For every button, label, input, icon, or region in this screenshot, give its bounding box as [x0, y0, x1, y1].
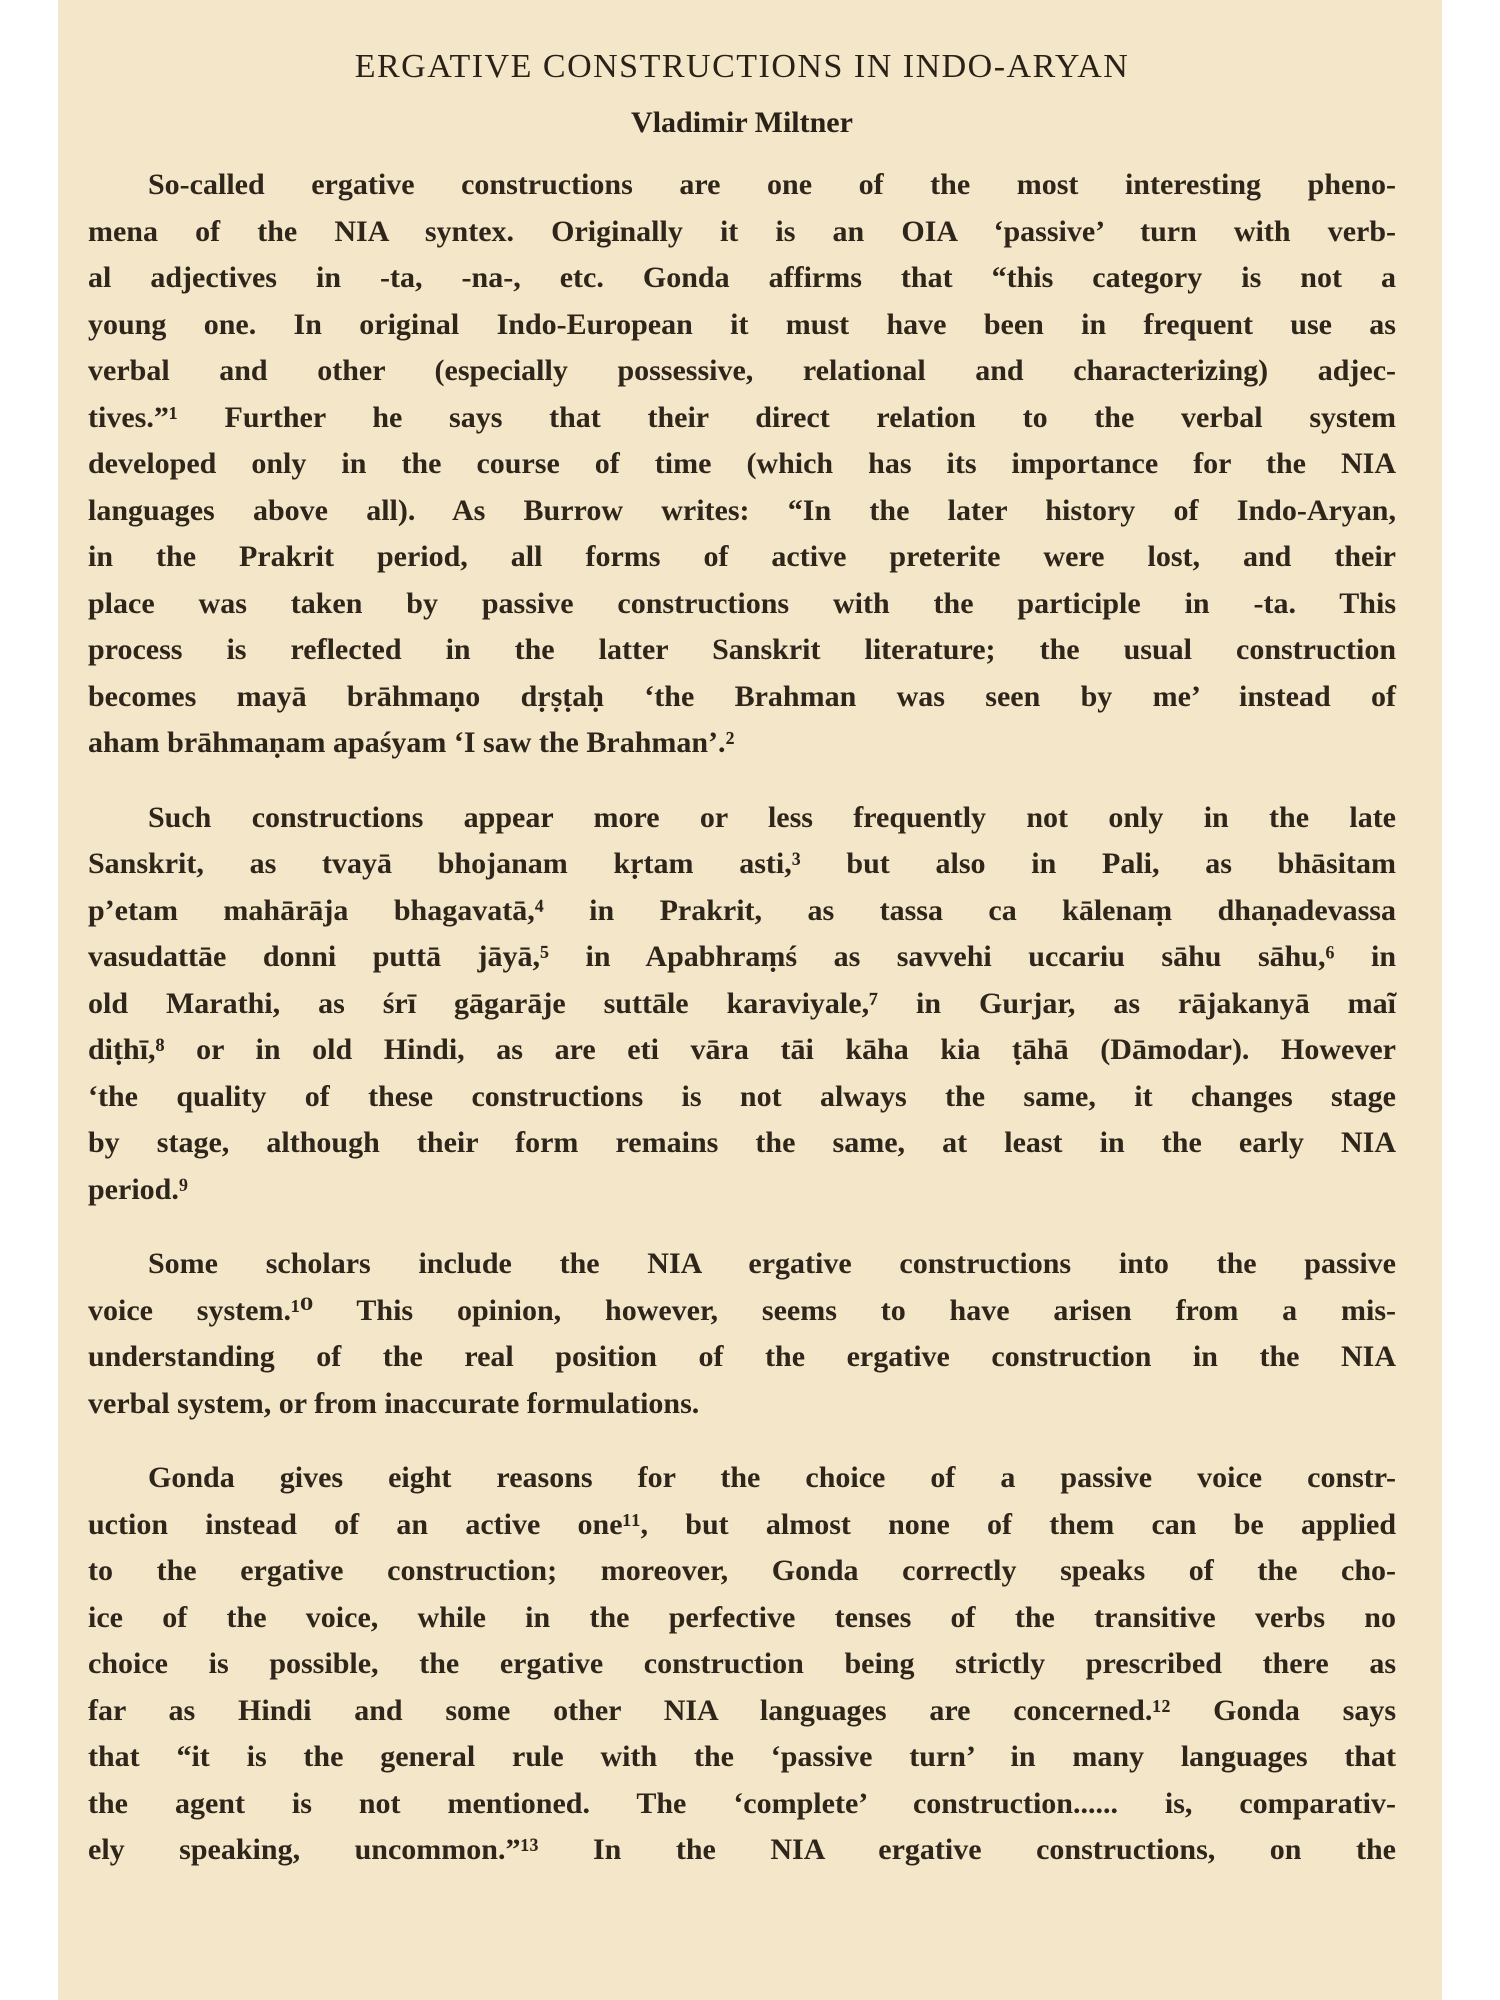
text-line: the agent is not mentioned. The ‘complete’ construction...... is, comparativ- [88, 1786, 1396, 1820]
text-line: verbal system, or from inaccurate formulations. [88, 1386, 700, 1420]
paragraph-2 [88, 795, 1396, 1214]
text-line: al adjectives in -ta, -na-, etc. Gonda affirms that “this category is not a [88, 261, 1396, 294]
text-line: young one. In original Indo-European it must have been in frequent use as [88, 307, 1396, 341]
text-line: becomes mayā brāhmaṇo dṛṣṭaḥ ‘the Brahman was seen by me’ instead of [88, 679, 1396, 713]
text-line: languages above all). As Burrow writes: “In the later history of Indo-Aryan, [88, 493, 1396, 527]
paragraph-3 [88, 1241, 1396, 1427]
article-title: ERGATIVE CONSTRUCTIONS IN INDO-ARYAN [354, 48, 1130, 85]
text-line: voice system.¹⁰ This opinion, however, seems to have arisen from a mis- [88, 1293, 1396, 1327]
text-line: Gonda gives eight reasons for the choice of a passive voice constr- [148, 1461, 1396, 1494]
text-line: verbal and other (especially possessive, relational and characterizing) adjec- [88, 354, 1396, 387]
text-line: diṭhī,⁸ or in old Hindi, as are eti vāra tāi kāha kia ṭāhā (Dāmodar). However [88, 1033, 1396, 1066]
text-line: period.⁹ [88, 1172, 188, 1206]
text-line: ice of the voice, while in the perfective tenses of the transitive verbs no [88, 1600, 1396, 1634]
text-line: uction instead of an active one¹¹, but almost none of them can be applied [88, 1507, 1396, 1541]
text-line: understanding of the real position of the ergative construction in the NIA [88, 1340, 1396, 1373]
text-line: p’etam mahārāja bhagavatā,⁴ in Prakrit, as tassa ca kālenaṃ dhaṇadevassa [88, 893, 1396, 927]
text-line: that “it is the general rule with the ‘passive turn’ in many languages that [88, 1740, 1396, 1773]
paragraph-1 [88, 162, 1396, 767]
text-line: far as Hindi and some other NIA languages are concerned.¹² Gonda says [88, 1693, 1396, 1727]
text-line: ‘the quality of these constructions is not always the same, it changes stage [88, 1079, 1396, 1113]
text-line: in the Prakrit period, all forms of active preterite were lost, and their [88, 540, 1396, 573]
paragraph-4 [88, 1455, 1396, 1874]
text-line: ely speaking, uncommon.”¹³ In the NIA ergative constructions, on the [88, 1833, 1396, 1866]
text-line: place was taken by passive constructions with the participle in -ta. This [88, 586, 1396, 620]
text-line: aham brāhmaṇam apaśyam ‘I saw the Brahman’.² [88, 726, 735, 759]
text-line: process is reflected in the latter Sanskrit literature; the usual construction [88, 633, 1396, 666]
text-line: to the ergative construction; moreover, Gonda correctly speaks of the cho- [88, 1554, 1396, 1587]
text-line: Such constructions appear more or less frequently not only in the late [148, 800, 1396, 834]
text-line: mena of the NIA syntex. Originally it is an OIA ‘passive’ turn with verb- [88, 214, 1396, 248]
text-line: tives.”¹ Further he says that their direct relation to the verbal system [88, 400, 1396, 434]
text-line: Some scholars include the NIA ergative constructions into the passive [148, 1247, 1396, 1280]
text-line: old Marathi, as śrī gāgarāje suttāle karaviyale,⁷ in Gurjar, as rājakanyā maĩ [88, 986, 1396, 1020]
text-line: developed only in the course of time (which has its importance for the NIA [88, 447, 1396, 480]
text-line: Sanskrit, as tvayā bhojanam kṛtam asti,³ but also in Pali, as bhāsitam [88, 847, 1396, 880]
article-author: Vladimir Miltner [631, 106, 853, 139]
text-line: by stage, although their form remains the same, at least in the early NIA [88, 1126, 1396, 1159]
text-line: choice is possible, the ergative construction being strictly prescribed there as [88, 1647, 1396, 1680]
text-line: So-called ergative constructions are one of the most interesting pheno- [148, 168, 1396, 201]
document-page [58, 0, 1442, 2000]
text-line: vasudattāe donni puttā jāyā,⁵ in Apabhraṃś as savvehi uccariu sāhu sāhu,⁶ in [88, 940, 1396, 973]
